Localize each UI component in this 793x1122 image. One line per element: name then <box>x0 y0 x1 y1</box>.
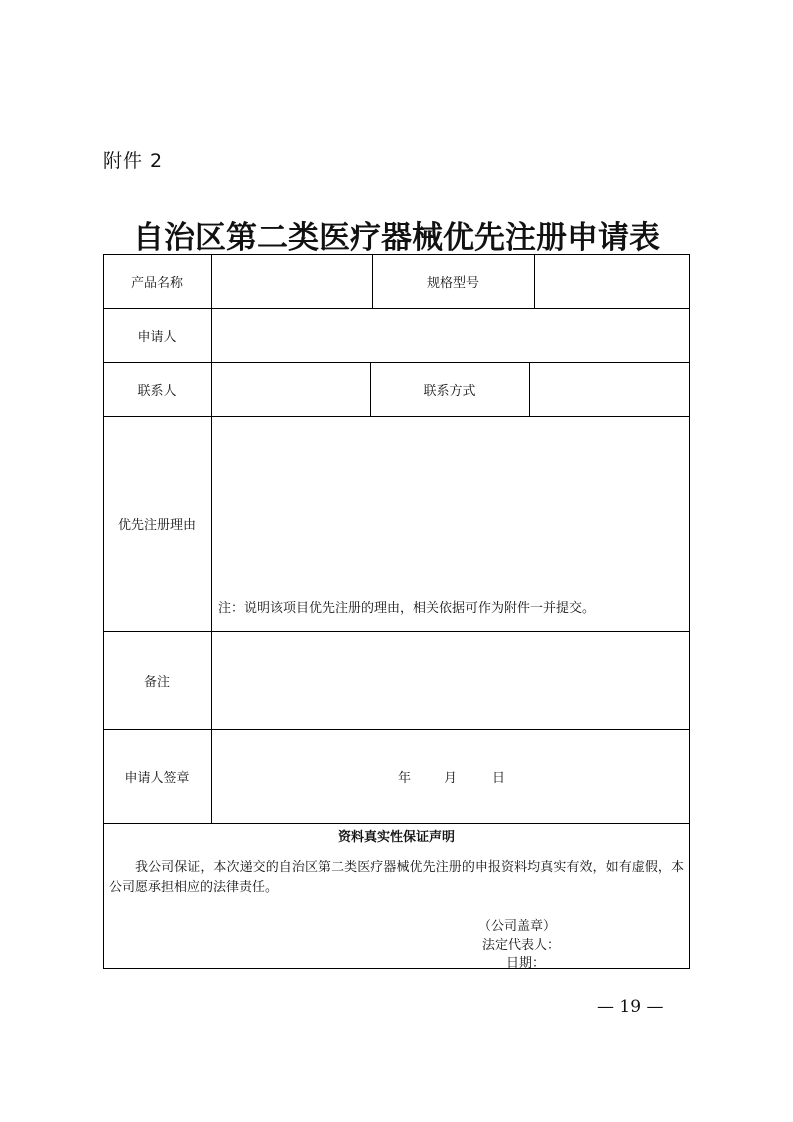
spec-model-field[interactable] <box>535 255 689 307</box>
declaration-title: 资料真实性保证声明 <box>337 830 455 845</box>
page-number: — 19 — <box>597 997 664 1017</box>
contact-method-label: 联系方式 <box>423 383 476 399</box>
date-month-label: 月 <box>444 771 458 786</box>
contact-person-field[interactable] <box>212 363 369 415</box>
contact-method-field[interactable] <box>530 363 689 415</box>
applicant-label: 申请人 <box>137 329 177 345</box>
document-title: 自治区第二类医疗器械优先注册申请表 <box>133 220 660 256</box>
product-name-label: 产品名称 <box>130 275 183 291</box>
date-day-label: 日 <box>492 771 506 786</box>
declaration-body: 我公司保证，本次递交的自治区第二类医疗器械优先注册的申报资料均真实有效，如有虚假，本公司愿承担相应的法律责任。 <box>109 860 684 895</box>
remarks-field[interactable] <box>212 632 689 728</box>
company-seal-label: （公司盖章） <box>478 919 557 934</box>
priority-reason-label: 优先注册理由 <box>117 518 196 533</box>
applicant-seal-label: 申请人签章 <box>124 770 190 786</box>
spec-model-label: 规格型号 <box>426 275 479 291</box>
remarks-label: 备注 <box>143 674 170 690</box>
row-divider <box>103 823 690 824</box>
declaration-date-label: 日期： <box>506 956 546 971</box>
applicant-field[interactable] <box>212 309 689 361</box>
date-year-label: 年 <box>398 771 412 786</box>
product-name-field[interactable] <box>212 255 371 307</box>
attachment-label: 附件 2 <box>103 150 164 172</box>
priority-reason-field[interactable] <box>212 417 689 587</box>
priority-reason-note: 注：说明该项目优先注册的理由，相关依据可作为附件一并提交。 <box>218 601 596 616</box>
contact-person-label: 联系人 <box>137 383 177 399</box>
legal-representative-label: 法定代表人： <box>482 938 561 953</box>
